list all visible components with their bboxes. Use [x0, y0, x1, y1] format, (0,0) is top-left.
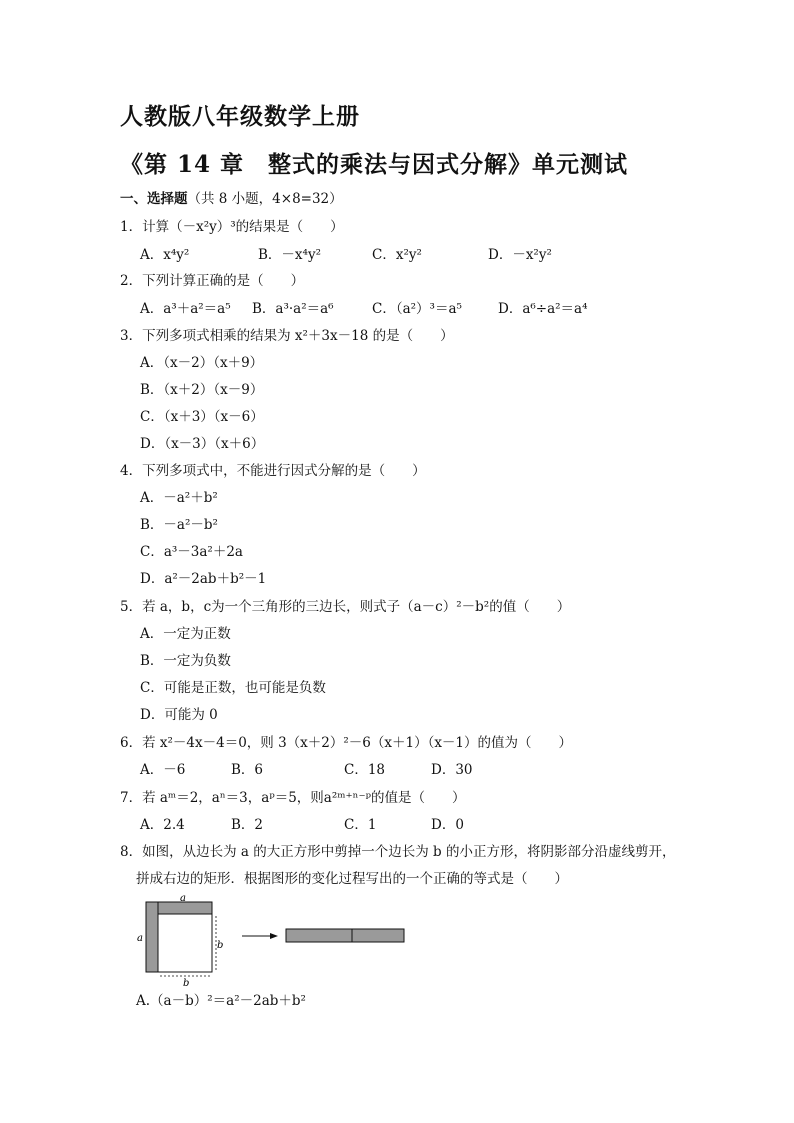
document-title-line2: 《第 14 章 整式的乘法与因式分解》单元测试 — [120, 151, 629, 178]
question-1-option-a: A．x⁴y² — [140, 247, 190, 263]
question-1-option-c: C．x²y² — [372, 247, 422, 263]
label-a-left: a — [137, 933, 143, 944]
question-2-stem: 2．下列计算正确的是（ ） — [120, 273, 305, 289]
question-2-option-a: A．a³＋a²＝a⁵ — [140, 301, 231, 317]
question-5-option-a: A．一定为正数 — [140, 626, 231, 642]
question-4-stem: 4．下列多项式中，不能进行因式分解的是（ ） — [120, 463, 426, 479]
section-heading-detail: （共 8 小题，4×8=32） — [187, 191, 343, 207]
question-3-option-b: B．（x＋2）（x－9） — [140, 382, 264, 398]
question-7-stem: 7．若 aᵐ＝2，aⁿ＝3，aᵖ＝5，则a²ᵐ⁺ⁿ⁻ᵖ的值是（ ） — [120, 790, 466, 806]
question-2-option-c: C．（a²）³＝a⁵ — [372, 301, 462, 317]
section-heading-label: 一、选择题 — [120, 191, 188, 207]
question-3-option-d: D．（x－3）（x＋6） — [140, 436, 265, 452]
question-5-option-c: C．可能是正数，也可能是负数 — [140, 680, 326, 696]
question-2-option-d: D．a⁶÷a²＝a⁴ — [498, 301, 588, 317]
question-8-stem-line1: 8．如图，从边长为 a 的大正方形中剪掉一个边长为 b 的小正方形，将阴影部分沿虚线剪开， — [120, 844, 676, 860]
arrow-head-icon — [270, 933, 278, 939]
question-6-option-d: D．30 — [431, 762, 473, 778]
question-7-option-a: A．2.4 — [140, 817, 185, 833]
question-5-option-d: D．可能为 0 — [140, 707, 218, 723]
question-7-option-d: D．0 — [431, 817, 464, 833]
question-4-option-b: B．－a²－b² — [140, 517, 218, 533]
question-6-stem: 6．若 x²－4x－4＝0，则 3（x＋2）²－6（x＋1）（x－1）的值为（ ） — [120, 735, 573, 751]
result-rect-left — [286, 929, 352, 942]
question-3-option-a: A．（x－2）（x＋9） — [140, 355, 264, 371]
question-4-option-c: C．a³－3a²＋2a — [140, 544, 243, 560]
section-heading — [120, 190, 343, 208]
question-4-option-d: D．a²－2ab＋b²－1 — [140, 571, 267, 587]
question-6-option-c: C．18 — [344, 762, 386, 778]
question-1-option-b: B．－x⁴y² — [258, 247, 321, 263]
question-3-option-c: C．（x＋3）（x－6） — [140, 409, 264, 425]
question-1-option-d: D．－x²y² — [488, 247, 552, 263]
question-8-figure — [130, 890, 420, 990]
question-6-option-b: B．6 — [231, 762, 264, 778]
question-6-option-a: A．－6 — [140, 762, 186, 778]
question-8-stem-line2: 拼成右边的矩形．根据图形的变化过程写出的一个正确的等式是（ ） — [136, 871, 568, 887]
question-7-option-c: C．1 — [344, 817, 377, 833]
question-1-stem: 1．计算（－x²y）³的结果是（ ） — [120, 219, 344, 235]
question-7-option-b: B．2 — [231, 817, 264, 833]
shaded-left-strip — [146, 902, 158, 972]
label-b-right: b — [217, 940, 224, 951]
question-5-option-b: B．一定为负数 — [140, 653, 231, 669]
question-5-stem: 5．若 a，b，c为一个三角形的三边长，则式子（a－c）²－b²的值（ ） — [120, 599, 571, 615]
document-title-line1: 人教版八年级数学上册 — [120, 103, 360, 130]
result-rect-right — [352, 929, 404, 942]
label-b-bottom: b — [183, 978, 190, 989]
question-4-option-a: A．－a²＋b² — [140, 490, 218, 506]
question-8-option-a: A.（a－b）²＝a²－2ab＋b² — [136, 993, 306, 1009]
question-3-stem: 3．下列多项式相乘的结果为 x²＋3x－18 的是（ ） — [120, 328, 454, 344]
question-2-option-b: B．a³·a²＝a⁶ — [252, 301, 334, 317]
label-a-top: a — [180, 893, 186, 904]
